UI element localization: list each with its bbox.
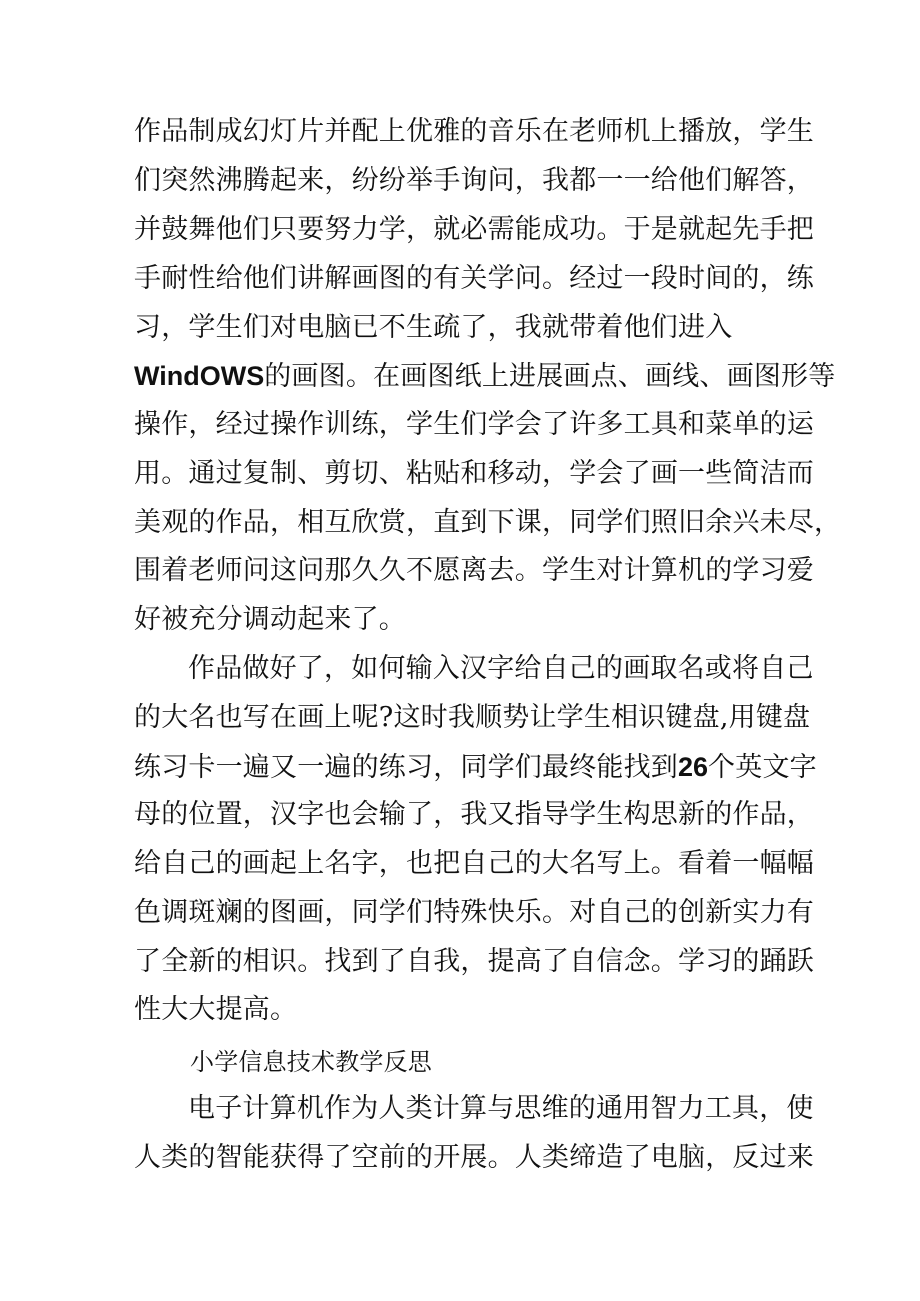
- text-line: 们突然沸腾起来，纷纷举手询问，我都一一给他们解答，: [134, 165, 814, 196]
- text-line-number: [134, 749, 817, 786]
- text-fragment: 的画图。在画图纸上进展画点、画线、画图形等: [264, 361, 836, 392]
- text-line: 并鼓舞他们只要努力学，就必需能成功。于是就起先手把: [134, 214, 814, 245]
- text-line: 习，学生们对电脑已不生疏了，我就带着他们进入: [134, 312, 733, 343]
- text-line: 电子计算机作为人类计算与思维的通用智力工具，使: [188, 1093, 814, 1124]
- text-line: 母的位置，汉字也会输了，我又指导学生构思新的作品，: [134, 799, 814, 830]
- text-line-windows: [134, 358, 835, 395]
- text-fragment: 个英文字: [708, 752, 817, 783]
- text-line: 围着老师问这问那久久不愿离去。学生对计算机的学习爱: [134, 555, 814, 586]
- text-line: 给自己的画起上名字，也把自己的大名写上。看着一幅幅: [134, 848, 814, 879]
- number-26: 26: [678, 752, 709, 782]
- text-line: 作品做好了，如何输入汉字给自己的画取名或将自己: [188, 653, 814, 684]
- text-line: 手耐性给他们讲解画图的有关学问。经过一段时间的，练: [134, 263, 814, 294]
- text-line: 作品制成幻灯片并配上优雅的音乐在老师机上播放，学生: [134, 116, 814, 147]
- text-fragment: 练习卡一遍又一遍的练习，同学们最终能找到: [134, 752, 678, 783]
- text-line: 操作，经过操作训练，学生们学会了许多工具和菜单的运: [134, 409, 814, 440]
- text-line: 性大大提高。: [134, 994, 298, 1025]
- text-line: 好被充分调动起来了。: [134, 604, 406, 635]
- text-line: 美观的作品，相互欣赏，直到下课，同学们照旧余兴未尽，: [134, 507, 842, 538]
- text-line: 用。通过复制、剪切、粘贴和移动，学会了画一些简洁而: [134, 458, 814, 489]
- text-line: 人类的智能获得了空前的开展。人类缔造了电脑，反过来: [134, 1142, 814, 1173]
- text-line: 色调斑斓的图画，同学们特殊快乐。对自己的创新实力有: [134, 897, 814, 928]
- windows-word: WindOWS: [134, 361, 265, 391]
- text-line: 的大名也写在画上呢?这时我顺势让学生相识键盘,用键盘: [134, 702, 811, 733]
- text-line: 了全新的相识。找到了自我，提高了自信念。学习的踊跃: [134, 946, 814, 977]
- section-heading: 小学信息技术教学反思: [190, 1048, 432, 1076]
